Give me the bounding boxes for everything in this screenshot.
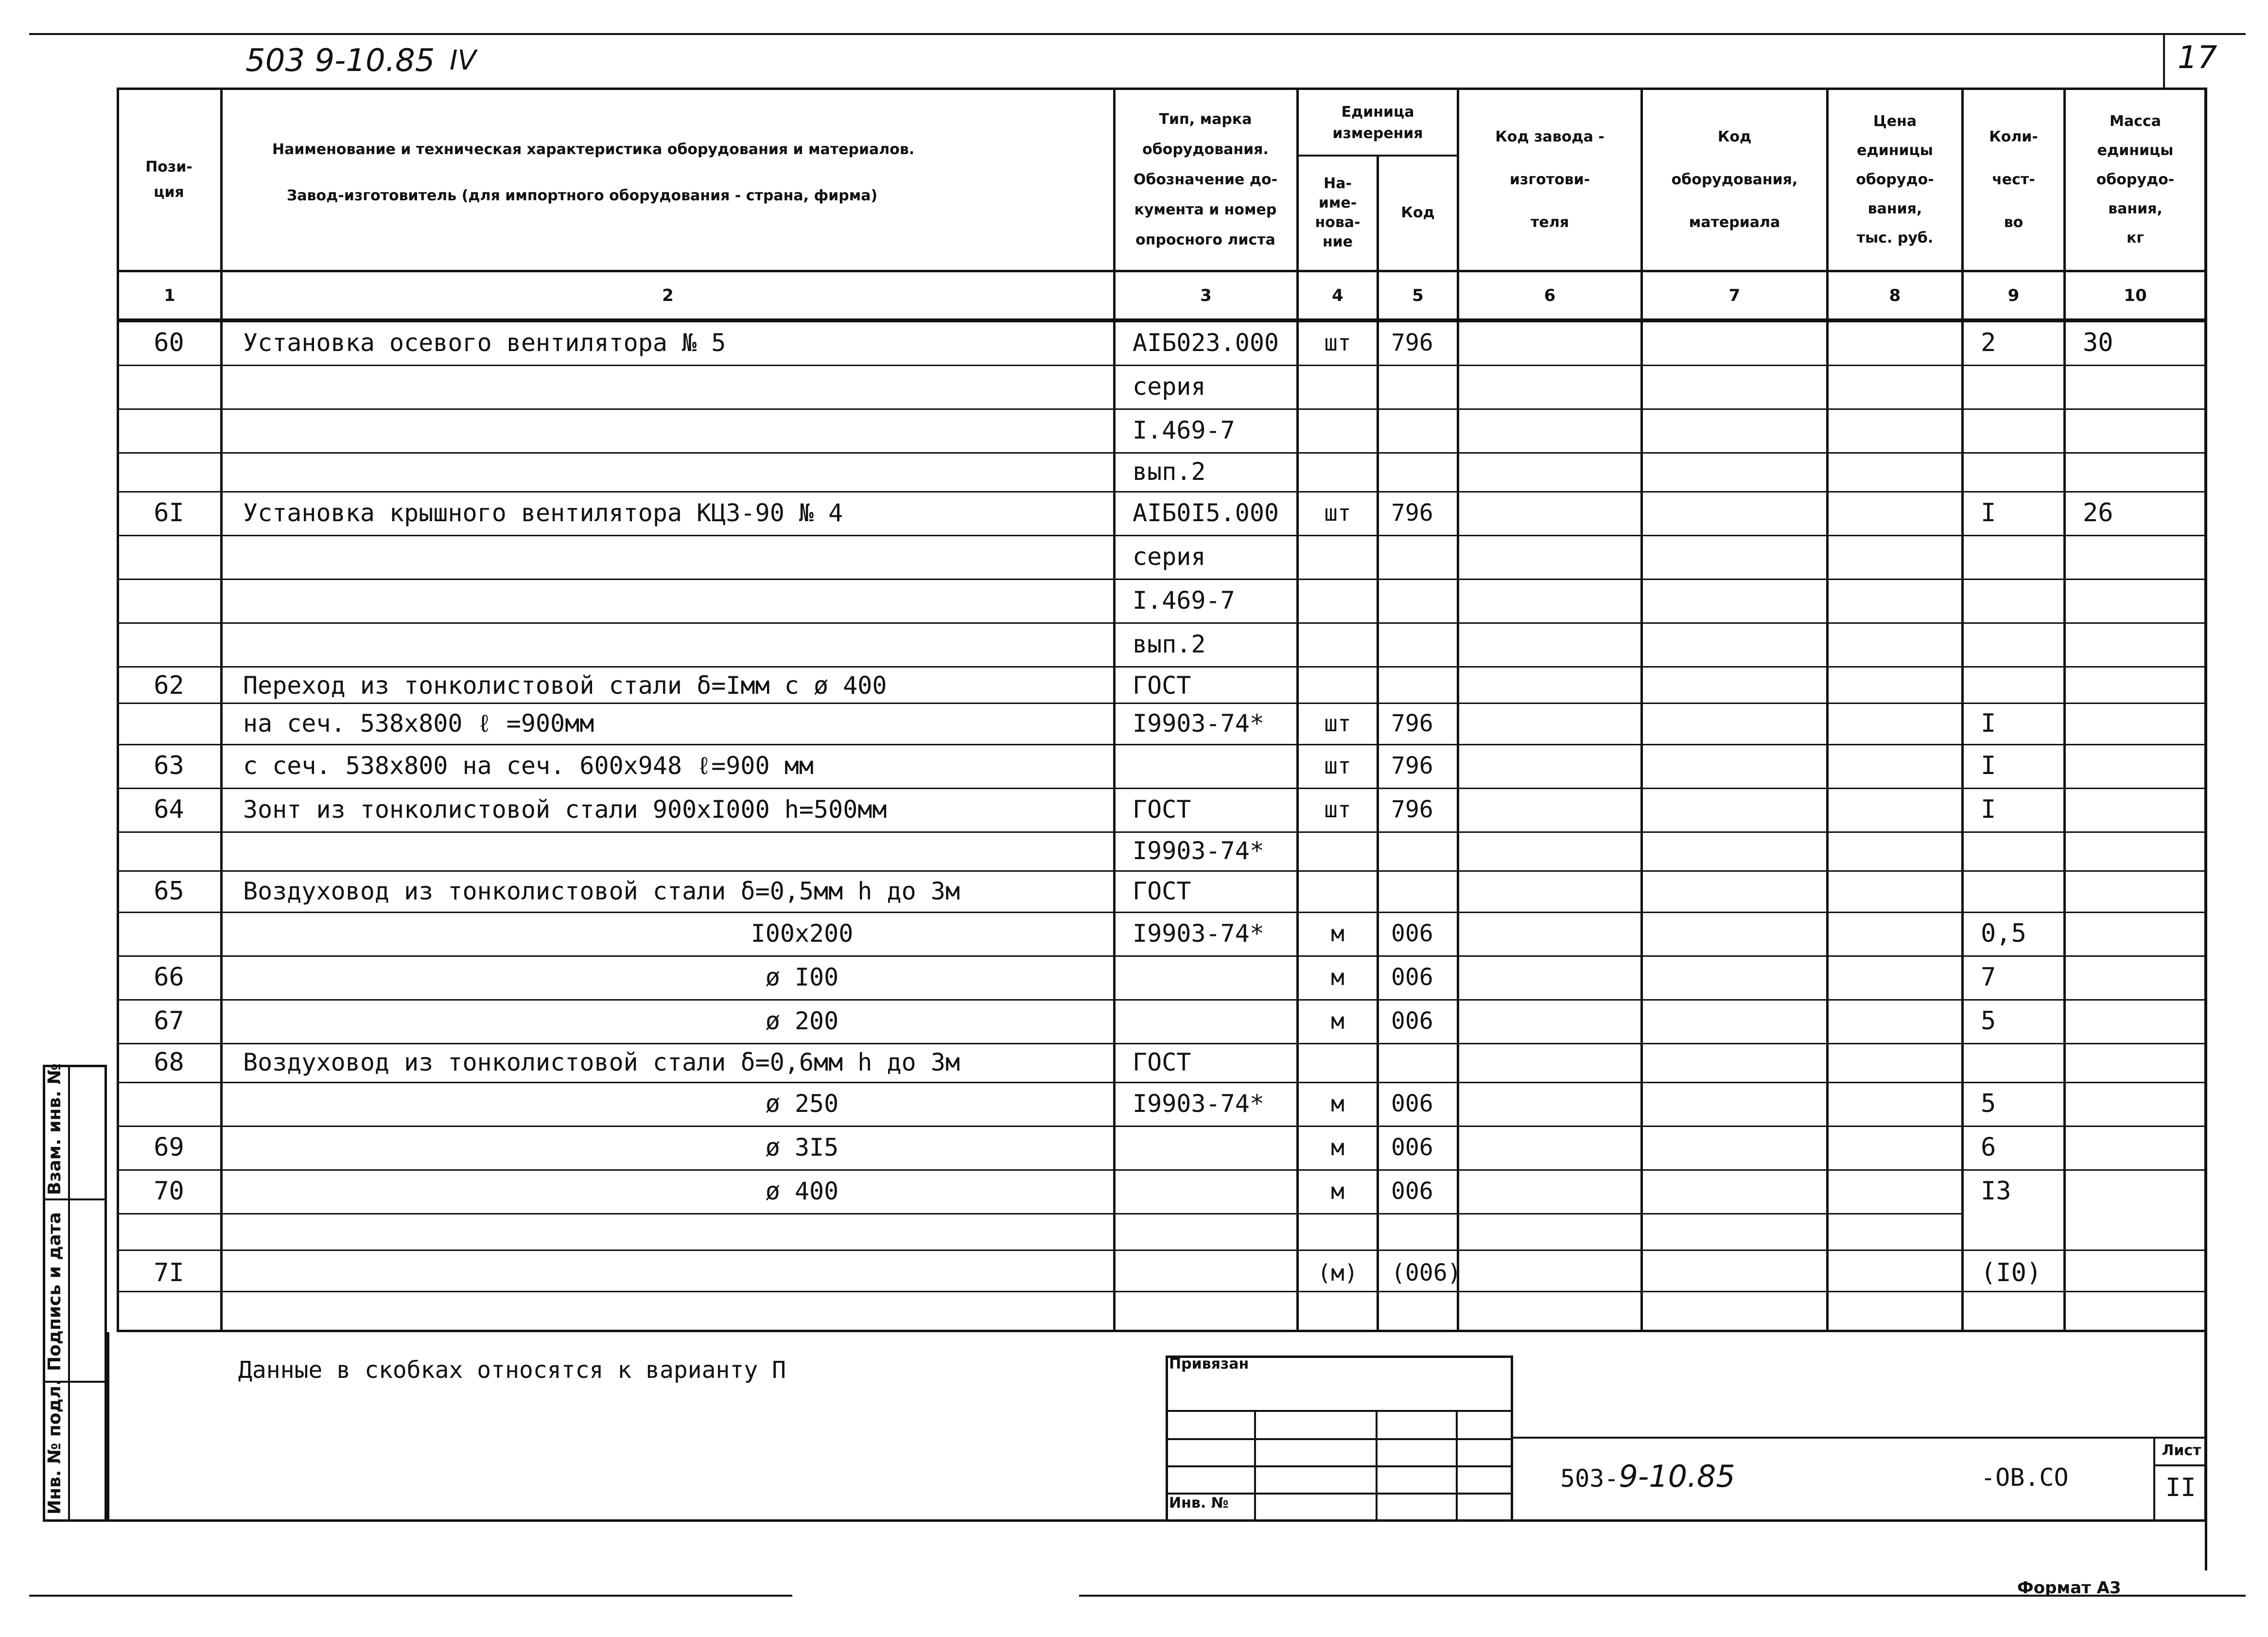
header-factory-code: Код завода - изготови- теля: [1495, 128, 1605, 231]
cell-unit: шт: [1324, 753, 1351, 779]
cell-unit: (м): [1317, 1259, 1358, 1286]
cell-pos: 63: [154, 751, 184, 780]
header-unit-code: Код: [1401, 204, 1435, 221]
cell-code: 006: [1391, 1178, 1433, 1205]
cell-unit: шт: [1324, 330, 1351, 356]
cell-qty: І3: [1981, 1177, 2011, 1206]
cell-unit: шт: [1324, 710, 1351, 737]
cell-type: серия: [1133, 543, 1206, 571]
header-quantity: Коли- чест- во: [1989, 128, 2038, 231]
cell-qty: 2: [1981, 328, 1996, 357]
cell-pos: 67: [154, 1006, 184, 1036]
cell-type: вып.2: [1133, 458, 1206, 486]
side-podpis-data: Подпись и дата: [45, 1212, 65, 1371]
privyazan-label: Привязан: [1169, 1355, 1249, 1373]
cell-name: ø 400: [765, 1177, 839, 1205]
header-name: [228, 126, 1108, 219]
cell-type: І9903-74*: [1133, 1090, 1264, 1118]
cell-name: Зонт из тонколистовой стали 900хІ000 h=500мм: [243, 795, 887, 824]
colnum-4: 4: [1332, 285, 1343, 305]
cell-name: с сеч. 538х800 на сеч. 600х948 ℓ=900 мм: [243, 752, 814, 780]
cell-name: ø 200: [765, 1007, 839, 1035]
cell-name: ø І00: [765, 963, 839, 991]
cell-code: 796: [1391, 329, 1433, 356]
cell-type: серия: [1133, 372, 1206, 401]
cell-unit: м: [1331, 1134, 1344, 1161]
header-mass: Масса единицы оборудо- вания, кг: [2096, 113, 2175, 246]
cell-pos: 70: [154, 1177, 184, 1206]
cell-unit: шт: [1324, 796, 1351, 823]
colnum-9: 9: [2007, 285, 2020, 305]
cell-pos: 64: [154, 795, 184, 824]
colnum-3: 3: [1200, 285, 1212, 305]
table-row: [0, 666, 2268, 703]
cell-code: 006: [1391, 1007, 1433, 1035]
doc-code-handwritten: 9-10.85: [1619, 1459, 1735, 1494]
cell-qty: 7: [1981, 963, 1996, 992]
cell-name: на сеч. 538х800 ℓ =900мм: [243, 709, 594, 738]
header-name-line1: Наименование и техническая характеристика оборудования и материалов.: [272, 141, 915, 158]
doc-code-prefix: 503-: [1560, 1464, 1619, 1493]
table-row: [0, 999, 2268, 1043]
cell-qty: 5: [1981, 1006, 1996, 1036]
cell-type: І9903-74*: [1133, 919, 1264, 948]
table-row: [0, 1082, 2268, 1126]
cell-pos: 68: [154, 1048, 184, 1077]
header-price: Цена единицы оборудо- вания, тыс. руб.: [1856, 113, 1934, 246]
cell-unit: м: [1331, 1008, 1344, 1034]
table-row: [0, 1043, 2268, 1082]
sheet-number: ІІ: [2165, 1473, 2196, 1502]
cell-type: ГОСТ: [1133, 877, 1191, 905]
cell-pos: 60: [154, 328, 184, 357]
cell-mass: 30: [2083, 328, 2113, 357]
table-row: [0, 365, 2268, 408]
cell-unit: шт: [1324, 500, 1351, 526]
row-divider: [117, 1291, 2207, 1292]
cell-type: ГОСТ: [1133, 1048, 1191, 1076]
cell-name: ø 3І5: [765, 1133, 839, 1162]
cell-type: І.469-7: [1133, 586, 1235, 615]
table-row: [0, 788, 2268, 831]
table-row: [0, 622, 2268, 666]
colnum-10: 10: [2124, 285, 2147, 305]
cell-type: ГОСТ: [1133, 795, 1191, 824]
cell-code: 006: [1391, 920, 1433, 947]
cell-name: ø 250: [765, 1090, 839, 1118]
cell-code: 006: [1391, 964, 1433, 991]
cell-unit: м: [1331, 964, 1344, 990]
roman-mark: IV: [450, 45, 476, 76]
format-label: Формат А3: [2017, 1578, 2121, 1598]
cell-qty: 0,5: [1981, 919, 2026, 948]
table-row: [0, 831, 2268, 870]
cell-code: 796: [1391, 796, 1433, 823]
table-row: [0, 535, 2268, 579]
doc-code: [1560, 1459, 1735, 1494]
cell-code: (006): [1391, 1259, 1462, 1286]
cell-type: АІБ0І5.000: [1133, 499, 1279, 527]
cell-name: Переход из тонколистовой стали δ=Імм с ø 400: [243, 671, 887, 700]
table-row: [0, 912, 2268, 955]
header-type: Тип, марка оборудования. Обозначение до- кумента и номер опросного листа: [1133, 111, 1278, 248]
table-row: [0, 703, 2268, 744]
table-row: [0, 955, 2268, 999]
cell-unit: м: [1331, 1178, 1344, 1204]
handwritten-doc-code: 503 9-10.85: [245, 43, 435, 79]
cell-code: 796: [1391, 499, 1433, 527]
cell-type: ГОСТ: [1133, 671, 1191, 700]
variant-note: Данные в скобках относятся к варианту П: [238, 1356, 786, 1384]
header-unit-name: На- име- нова- ние: [1315, 175, 1361, 250]
colnum-5: 5: [1412, 285, 1424, 305]
cell-name: Воздуховод из тонколистовой стали δ=0,5мм h до 3м: [243, 877, 960, 905]
cell-code: 796: [1391, 752, 1433, 779]
colnum-6: 6: [1544, 285, 1556, 305]
cell-pos: 62: [154, 671, 184, 700]
table-row: [0, 452, 2268, 491]
cell-qty: І: [1981, 708, 1996, 738]
inv-no-label: Инв. №: [1169, 1495, 1229, 1512]
cell-name: Установка осевого вентилятора № 5: [243, 329, 726, 357]
cell-name: Установка крышного вентилятора КЦЗ-90 № 4: [243, 499, 843, 527]
cell-pos: 6І: [154, 498, 184, 528]
cell-type: І.469-7: [1133, 416, 1235, 444]
cell-unit: м: [1331, 920, 1344, 947]
cell-qty: 6: [1981, 1133, 1996, 1162]
table-row: [0, 1126, 2268, 1169]
cell-pos: 66: [154, 963, 184, 992]
cell-name: Воздуховод из тонколистовой стали δ=0,6мм h до 3м: [243, 1048, 960, 1076]
side-vzam-inv: Взам. инв. №: [45, 1063, 65, 1195]
cell-qty: (І0): [1981, 1258, 2042, 1287]
cell-qty: І: [1981, 498, 1996, 528]
cell-code: 006: [1391, 1134, 1433, 1161]
table-row: [0, 1169, 2268, 1213]
table-row: [0, 321, 2268, 365]
cell-pos: 65: [154, 876, 184, 906]
colnum-8: 8: [1889, 285, 1901, 305]
cell-type: вып.2: [1133, 630, 1206, 658]
cell-name: І00х200: [750, 919, 854, 948]
cell-type: АІБ023.000: [1133, 329, 1279, 357]
cell-mass: 26: [2083, 498, 2113, 528]
sheet-corner-number: 17: [2178, 40, 2217, 76]
colnum-7: 7: [1728, 285, 1741, 305]
table-row: [0, 408, 2268, 452]
table-row: [0, 579, 2268, 622]
colnum-2: 2: [662, 285, 674, 305]
doc-suffix: -ОВ.СО: [1981, 1463, 2069, 1492]
cell-pos: 7І: [154, 1258, 184, 1287]
side-inv-podl: Инв. № подл.: [45, 1379, 65, 1514]
cell-code: 006: [1391, 1090, 1433, 1117]
row-divider: [117, 1250, 2207, 1251]
cell-code: 796: [1391, 709, 1433, 737]
cell-pos: 69: [154, 1133, 184, 1162]
header-name-line2: Завод-изготовитель (для импортного оборудования - страна, фирма): [287, 187, 878, 204]
cell-unit: м: [1331, 1091, 1344, 1117]
header-equipment-code: Код оборудования, материала: [1671, 128, 1798, 231]
cell-qty: І: [1981, 751, 1996, 780]
table-row: [0, 870, 2268, 912]
table-row: [0, 491, 2268, 535]
sheet-label: Лист: [2162, 1442, 2201, 1459]
table-row: [0, 1213, 2268, 1332]
table-row: [0, 744, 2268, 788]
colnum-1: 1: [164, 285, 175, 305]
cell-type: І9903-74*: [1133, 709, 1264, 738]
header-unit-group: Единица измерения: [1332, 103, 1423, 142]
cell-qty: І: [1981, 795, 1996, 824]
header-position: Пози- ция: [145, 158, 192, 201]
cell-type: І9903-74*: [1133, 837, 1264, 865]
cell-qty: 5: [1981, 1089, 1996, 1118]
